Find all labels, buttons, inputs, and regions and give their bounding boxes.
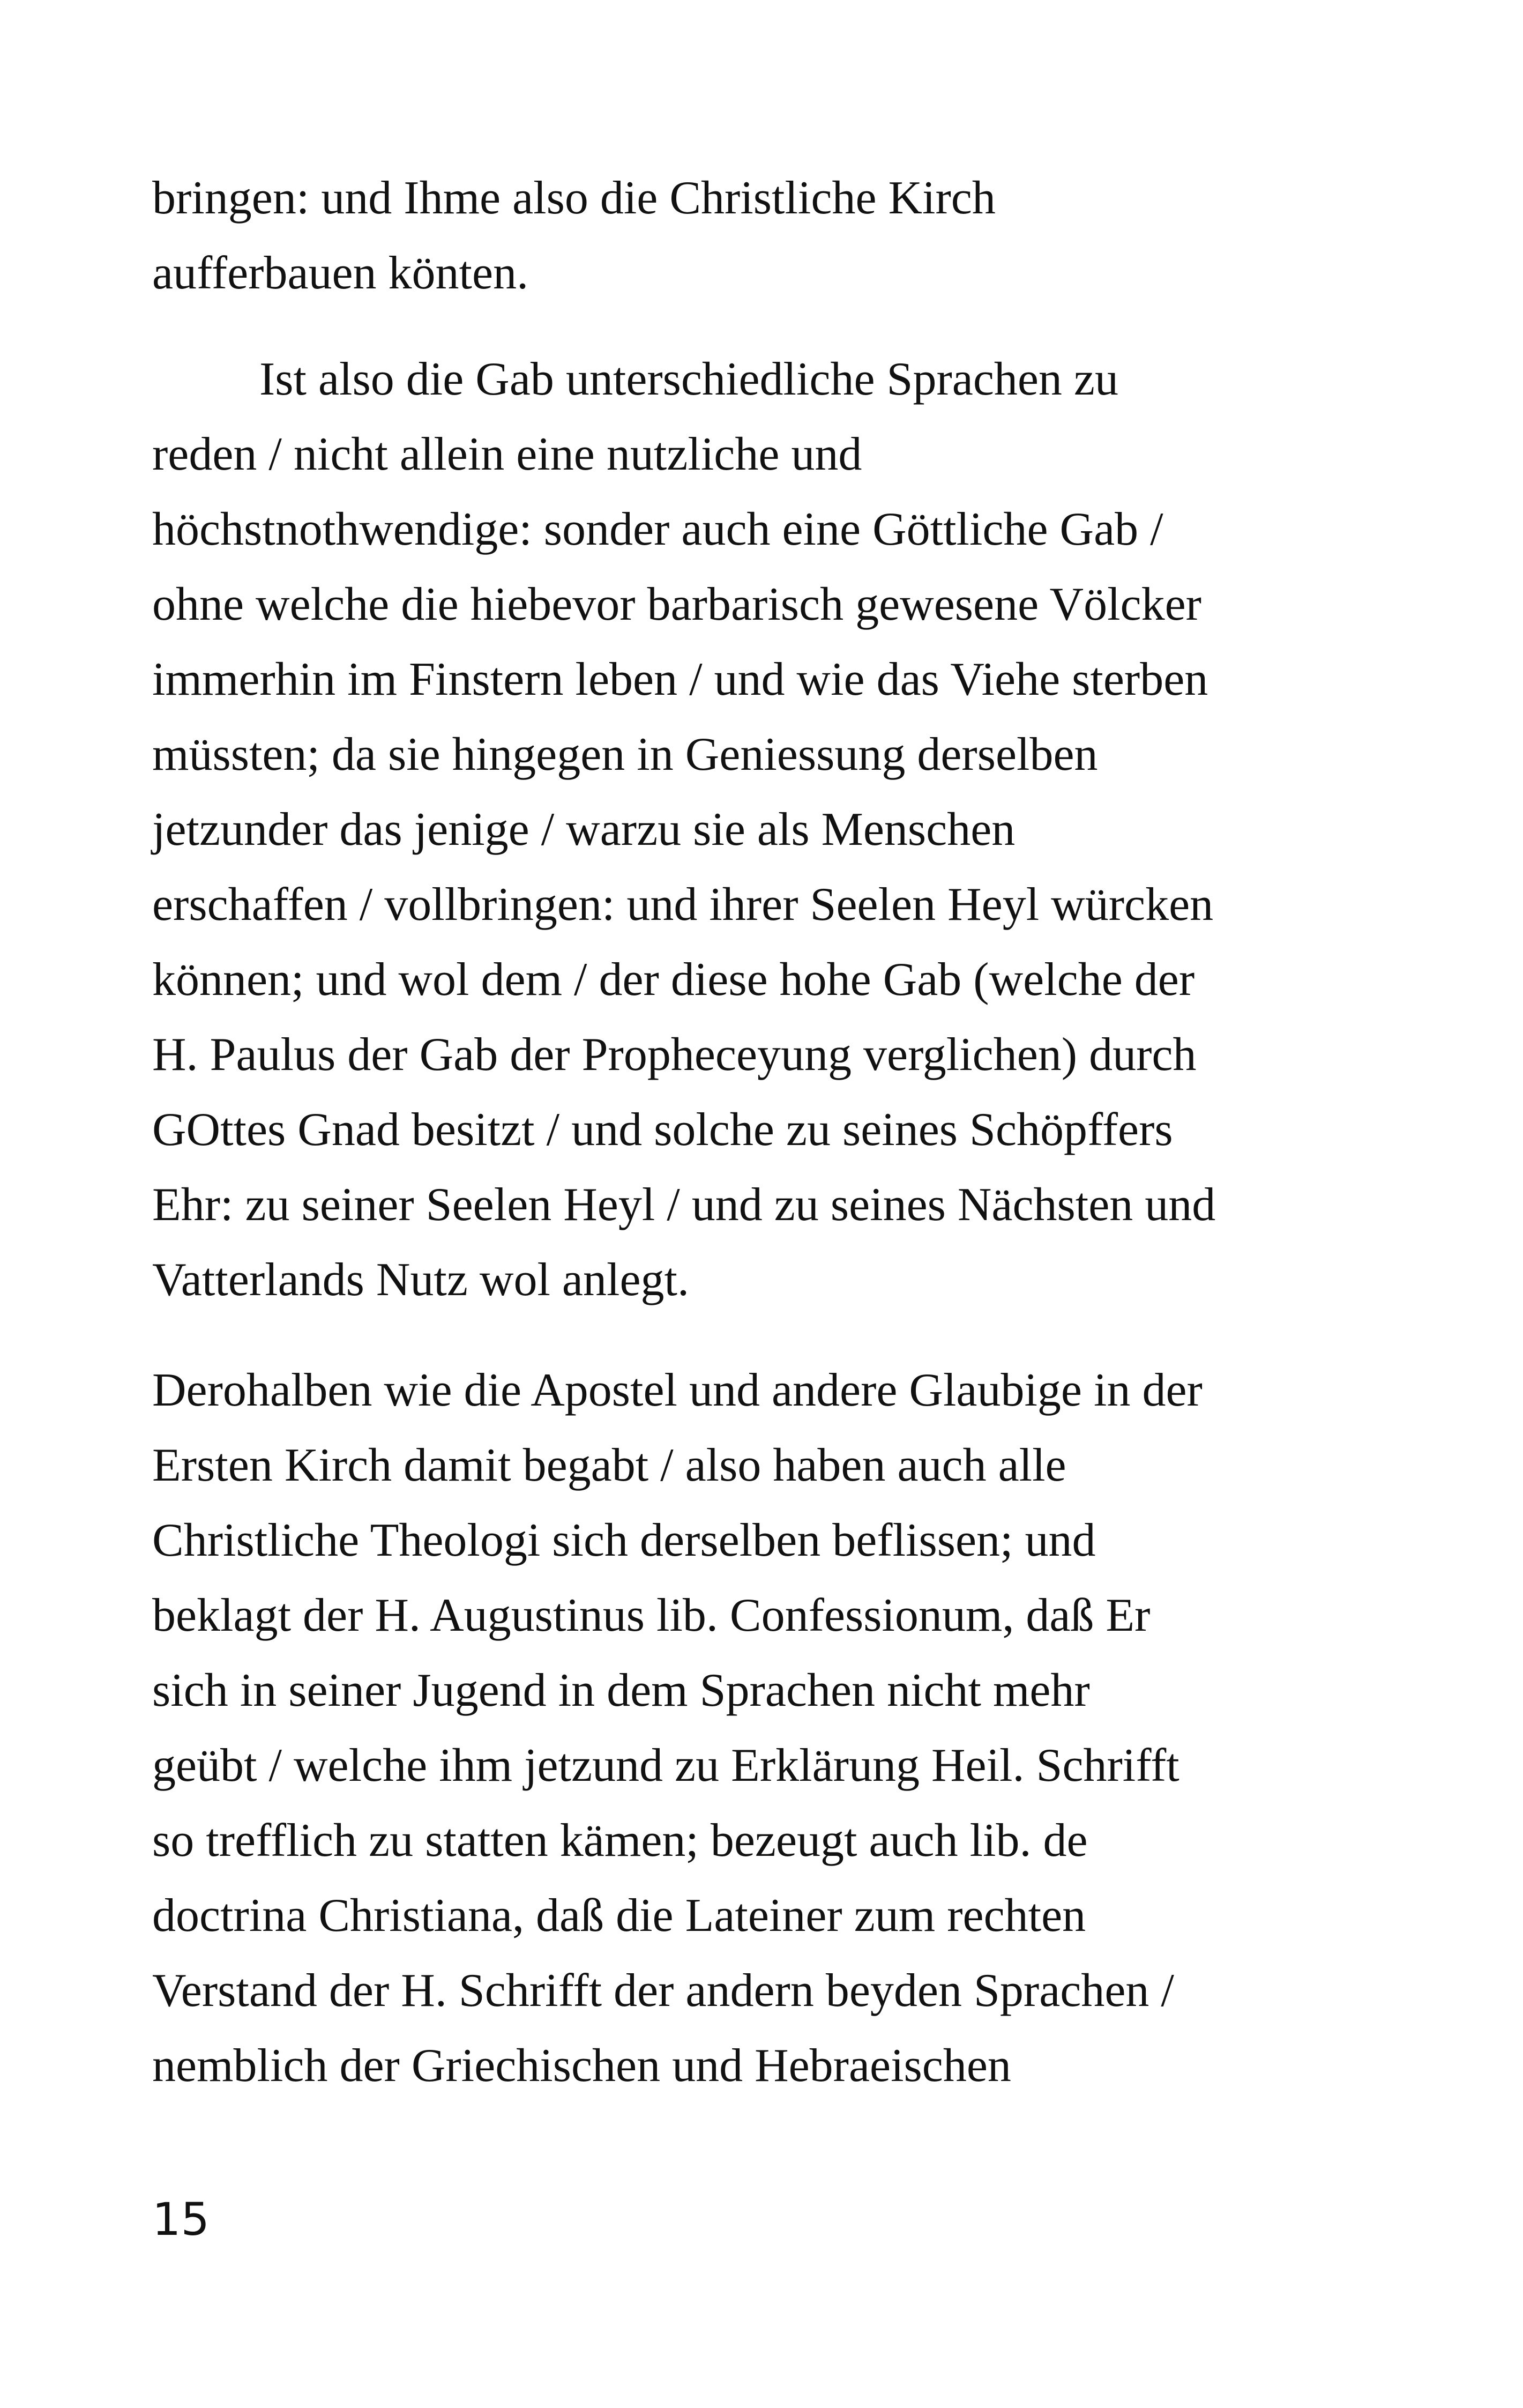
text-line: reden / nicht allein eine nutzliche und <box>152 428 862 480</box>
text-line: H. Paulus der Gab der Propheceyung verglichen) durch <box>152 1029 1197 1081</box>
text-line: müssten; da sie hingegen in Geniessung derselben <box>152 729 1098 781</box>
text-line: Verstand der H. Schrifft der andern beyden Sprachen / <box>152 1965 1174 2017</box>
text-line: bringen: und Ihme also die Christliche Kirch <box>152 172 996 224</box>
text-line: jetzunder das jenige / warzu sie als Menschen <box>152 804 1016 856</box>
page-number: 15 <box>152 2193 210 2246</box>
text-line: geübt / welche ihm jetzund zu Erklärung Heil. Schrifft <box>152 1740 1179 1792</box>
text-line: nemblich der Griechischen und Hebraeischen <box>152 2040 1011 2092</box>
text-line: Ersten Kirch damit begabt / also haben auch alle <box>152 1439 1066 1491</box>
text-line: Vatterlands Nutz wol anlegt. <box>152 1254 689 1306</box>
text-line: doctrina Christiana, daß die Lateiner zum rechten <box>152 1890 1086 1942</box>
text-line: beklagt der H. Augustinus lib. Confessionum, daß Er <box>152 1589 1151 1641</box>
text-line: so trefflich zu statten kämen; bezeugt auch lib. de <box>152 1815 1088 1867</box>
paragraph-1 <box>152 161 1385 311</box>
text-line: Ehr: zu seiner Seelen Heyl / und zu seines Nächsten und <box>152 1179 1216 1231</box>
text-line: GOttes Gnad besitzt / und solche zu seines Schöpffers <box>152 1104 1173 1156</box>
text-line: erschaffen / vollbringen: und ihrer Seelen Heyl würcken <box>152 879 1214 931</box>
text-line: Derohalben wie die Apostel und andere Glaubige in der <box>152 1364 1203 1416</box>
text-line: ohne welche die hiebevor barbarisch gewesene Völcker <box>152 578 1201 630</box>
text-line: höchstnothwendige: sonder auch eine Göttliche Gab / <box>152 503 1163 555</box>
text-line: Christliche Theologi sich derselben beflissen; und <box>152 1514 1096 1566</box>
text-line: können; und wol dem / der diese hohe Gab (welche der <box>152 954 1195 1006</box>
text-line: sich in seiner Jugend in dem Sprachen nicht mehr <box>152 1664 1090 1716</box>
text-line: aufferbauen könten. <box>152 247 529 299</box>
text-line: immerhin im Finstern leben / und wie das Viehe sterben <box>152 653 1208 705</box>
paragraph-3 <box>152 1353 1385 2104</box>
text-line: Ist also die Gab unterschiedliche Sprachen zu <box>259 353 1118 405</box>
paragraph-2 <box>152 342 1385 1318</box>
